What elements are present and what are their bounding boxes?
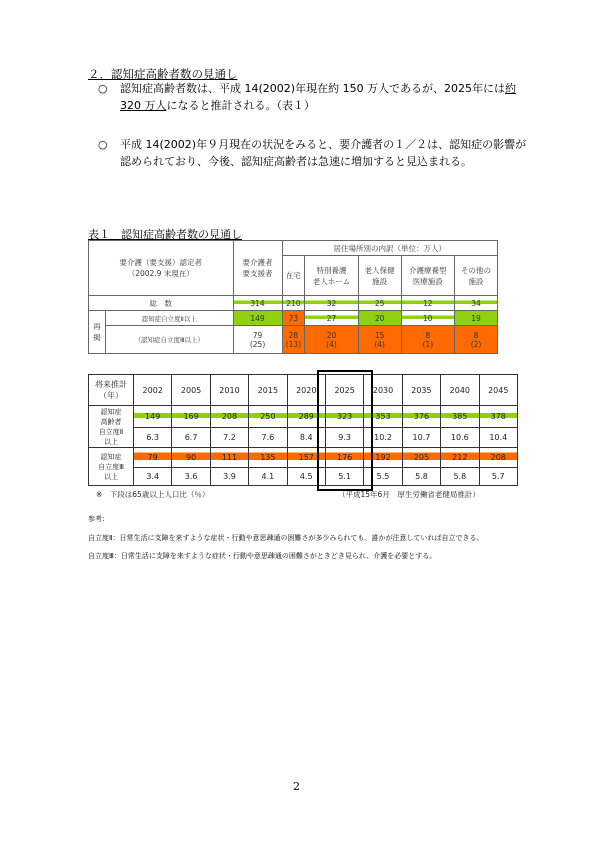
table2-year: 2002 [134,375,172,406]
table2-cell: 5.5 [364,468,402,486]
table2-year: 2025 [325,375,363,406]
section-heading: ２．認知症高齢者数の見通し [88,67,238,81]
table2-cell: 6.7 [172,428,210,448]
table1-cell: 28 (13) [282,326,305,354]
table2-cell: 250 [249,406,287,428]
table1-col: その他の 施設 [455,256,498,296]
table-row [89,448,518,468]
table1-col: 要介護者 要支援者 [233,241,282,296]
table2-cell: 90 [172,448,210,468]
table1-cell: 149 [233,311,282,326]
table2-cell: 3.6 [172,468,210,486]
table2-cell: 157 [287,448,325,468]
table2-cell: 7.6 [249,428,287,448]
table-2 [88,374,518,486]
table2-year: 2005 [172,375,210,406]
table1-side-label: 再 掲 [89,311,106,354]
table2-cell: 212 [441,448,479,468]
table2-cell: 4.5 [287,468,325,486]
table2-cell: 10.4 [479,428,517,448]
table2-cell: 10.2 [364,428,402,448]
table2-cell: 5.8 [402,468,440,486]
table1-cell: 210 [282,296,305,311]
table2-cell: 5.7 [479,468,517,486]
table2-cell: 378 [479,406,517,428]
table2-cell: 169 [172,406,210,428]
table2-cell: 6.3 [134,428,172,448]
table1-col: 介護療養型 医療施設 [401,256,454,296]
bullet-marker: ○ [98,82,108,95]
table1-cell: 8 (1) [401,326,454,354]
table2-cell: 3.4 [134,468,172,486]
table1-cell: 10 [401,311,454,326]
table2-cell: 323 [325,406,363,428]
table1-cell: 34 [455,296,498,311]
table2-cell: 385 [441,406,479,428]
table1-total-label: 総 数 [89,296,234,311]
table2-cell: 353 [364,406,402,428]
table2-cell: 9.3 [325,428,363,448]
table1-rowhead: 要介護（要支援）認定者 （2002.9 末現在） [89,241,234,296]
table1-cell: 314 [233,296,282,311]
table2-year: 2035 [402,375,440,406]
table2-row-label: 認知症 自立度Ⅲ 以上 [89,448,134,486]
bullet-1-text: 認知症高齢者数は、平成 14(2002)年現在約 150 万人であるが、2025年には約 320 万人になると推計される。（表１） [120,82,517,112]
table1-cell: 8 (2) [455,326,498,354]
table2-cell: 79 [134,448,172,468]
table-row [89,375,518,406]
table2-cell: 376 [402,406,440,428]
table1-cell: 20 [358,311,401,326]
bullet-1 [98,80,538,116]
table-row [89,326,498,354]
table2-cell: 10.6 [441,428,479,448]
note-line-2: 自立度Ⅲ：日常生活に支障を来すような症状・行動や意思疎通の困難さがときどき見られ、介護を必要とする。 [88,552,437,560]
table-row [89,311,498,326]
table2-corner: 将来推計 （年） [89,375,134,406]
highlight-2025-box [317,370,373,491]
table2-cell: 5.8 [441,468,479,486]
table2-year: 2040 [441,375,479,406]
table-caption: 表１ 認知症高齢者数の見通し [88,228,242,241]
table1-cell: 12 [401,296,454,311]
table2-cell: 8.4 [287,428,325,448]
table2-year: 2010 [210,375,248,406]
table1-cell: 27 [305,311,358,326]
table2-cell: 192 [364,448,402,468]
table2-cell: 205 [402,448,440,468]
bullet-2-text: 平成 14(2002)年９月現在の状況をみると、要介護者の１／２は、認知症の影響が認められており、今後、認知症高齢者は急速に増加すると見込まれる。 [120,138,527,168]
table2-cell: 4.1 [249,468,287,486]
table2-cell: 10.7 [402,428,440,448]
table2-cell: 5.1 [325,468,363,486]
table1-cell: 19 [455,311,498,326]
notes-title: 参考： [88,515,109,523]
table-1 [88,240,498,354]
table1-cell: 32 [305,296,358,311]
table2-row-label: 認知症 高齢者 自立度Ⅱ 以上 [89,406,134,448]
table-row [89,296,498,311]
table2-foot-left: ※ 下段は65歳以上人口比（％） [96,490,210,499]
table1-row-label: （認知症自立度Ⅲ以上） [106,326,234,354]
table2-cell: 111 [210,448,248,468]
table2-foot-right: （平成15年6月 厚生労働省老健局推計） [338,490,480,499]
page-number: 2 [293,780,300,793]
table-row [89,406,518,428]
table1-cell: 25 [358,296,401,311]
table2-cell: 135 [249,448,287,468]
table-row [89,468,518,486]
table1-cell: 79 (25) [233,326,282,354]
table2-year: 2015 [249,375,287,406]
table2-year: 2020 [287,375,325,406]
table1-col: 在宅 [282,256,305,296]
table2-cell: 208 [479,448,517,468]
table2-cell: 3.9 [210,468,248,486]
table1-col: 特別養護 老人ホーム [305,256,358,296]
table1-group-header: 居住場所別の内訳（単位：万人） [282,241,497,256]
table2-cell: 289 [287,406,325,428]
table1-cell: 73 [282,311,305,326]
bullet-marker: ○ [98,138,108,151]
note-line-1: 自立度Ⅱ：日常生活に支障を来すような症状・行動や意思疎通の困難さが多少みられても、誰かが注意していれば自立できる。 [88,534,484,542]
table2-cell: 176 [325,448,363,468]
table2-cell: 7.2 [210,428,248,448]
table1-row-label: 認知症自立度Ⅱ以上 [106,311,234,326]
table2-year: 2045 [479,375,517,406]
table2-year: 2030 [364,375,402,406]
table2-cell: 149 [134,406,172,428]
table-row [89,428,518,448]
table1-cell: 15 (4) [358,326,401,354]
table2-cell: 208 [210,406,248,428]
table1-col: 老人保健 施設 [358,256,401,296]
table1-cell: 20 (4) [305,326,358,354]
bullet-2 [98,136,538,190]
